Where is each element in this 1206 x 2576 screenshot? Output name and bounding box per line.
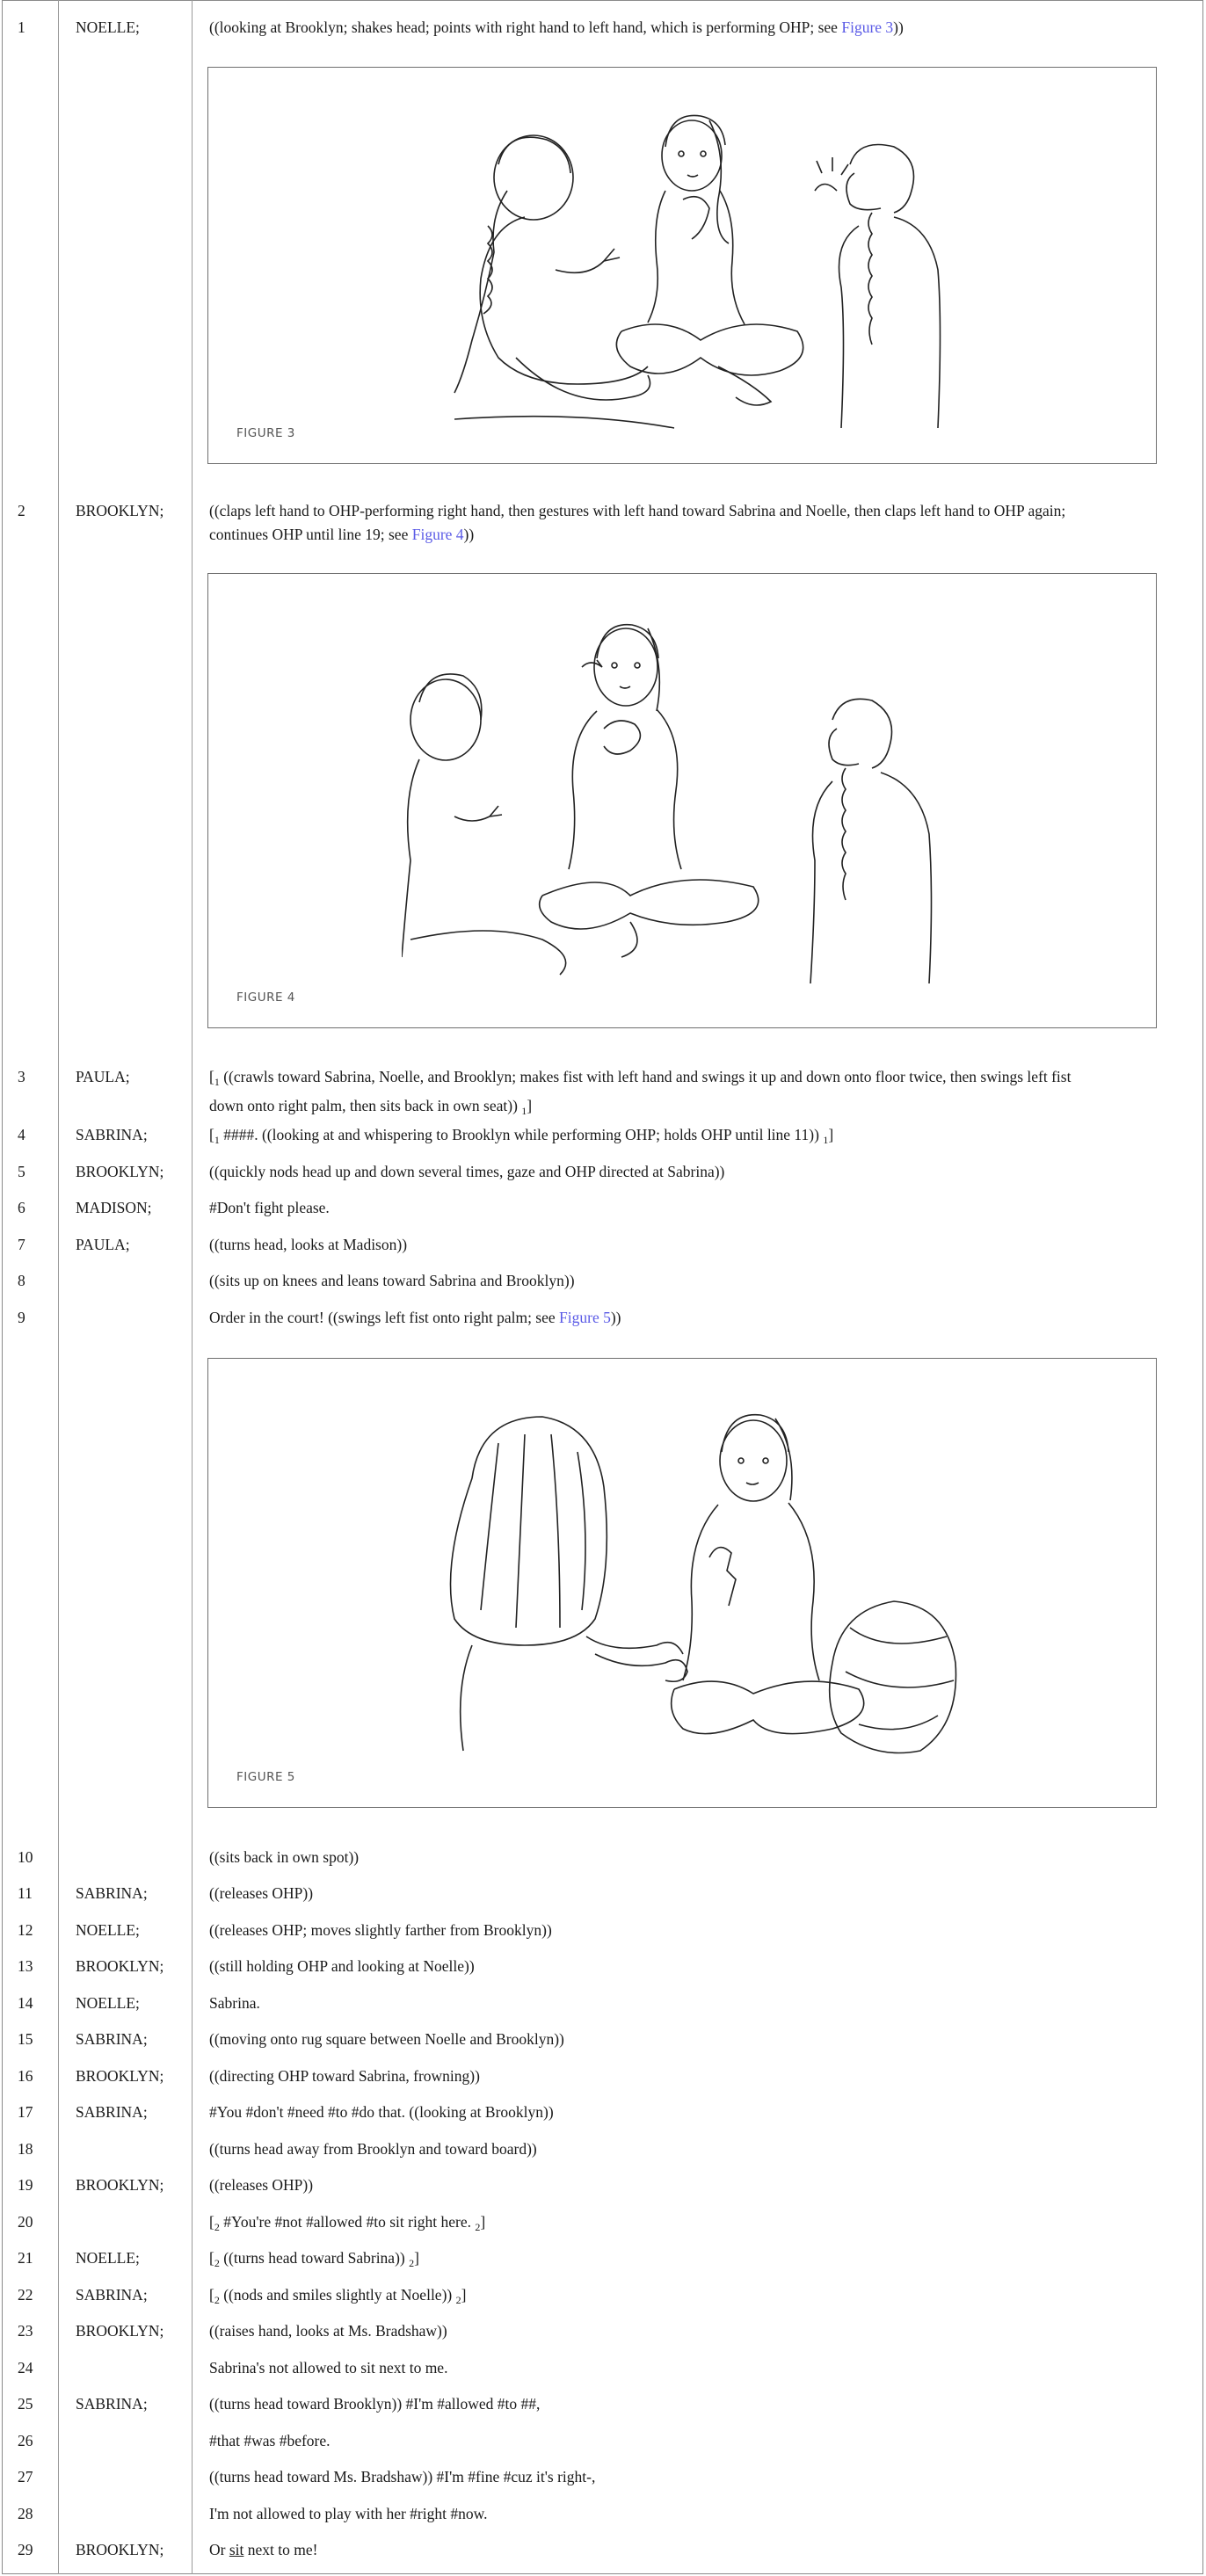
transcript-text: ((releases OHP)) [209,2176,314,2194]
transcript-text: #Don't fight please. [209,1199,330,1216]
figure-4 [207,573,1157,1028]
line-number: 19 [18,2176,33,2194]
transcript-text: ((looking at Brooklyn; shakes head; points with right hand to left hand, which is performing OHP; see Figure 3)) [209,18,904,36]
speaker-name: SABRINA; [76,2030,148,2048]
line-number: 18 [18,2140,33,2158]
transcript-text: ((directing OHP toward Sabrina, frowning)) [209,2067,480,2085]
transcript-text: [$_2$ #You're #not #allowed #to sit right here. $_2$] [209,2213,486,2233]
transcript-text: #You #don't #need #to #do that. ((looking at Brooklyn)) [209,2103,554,2121]
transcript-text: ((turns head toward Ms. Bradshaw)) #I'm #fine #cuz it's right-, [209,2468,596,2485]
line-number: 15 [18,2030,33,2048]
line-number: 1 [18,18,25,36]
figure-4-link[interactable]: Figure 4 [411,526,464,543]
line-number: 26 [18,2432,33,2449]
transcript-text: [$_2$ ((turns head toward Sabrina)) $_2$] [209,2249,419,2269]
line-number: 2 [18,502,25,519]
figure-4-illustration [402,606,947,983]
line-number: 21 [18,2249,33,2267]
column-divider-speaker [192,0,193,2574]
figure-5-link[interactable]: Figure 5 [559,1309,611,1326]
transcript-text: ((sits up on knees and leans toward Sabrina and Brooklyn)) [209,1272,575,1289]
transcript-text: ((still holding OHP and looking at Noelle)) [209,1957,475,1975]
transcript-text: ((quickly nods head up and down several times, gaze and OHP directed at Sabrina)) [209,1163,725,1180]
speaker-name: SABRINA; [76,2103,148,2121]
transcript-text: ((turns head toward Brooklyn)) #I'm #allowed #to ##, [209,2395,541,2413]
line-number: 5 [18,1163,25,1180]
line-number: 10 [18,1848,33,1866]
transcript-text: ((claps left hand to OHP-performing right hand, then gestures with left hand toward Sabrina and Noelle, then claps left hand to OHP again; continues OHP until line 19; see Figure 4)) [209,502,1066,543]
line-number: 25 [18,2395,33,2413]
transcript-text: Sabrina. [209,1994,260,2012]
transcript-text: ((raises hand, looks at Ms. Bradshaw)) [209,2322,447,2340]
transcript-text: Sabrina's not allowed to sit next to me. [209,2359,448,2376]
transcript-text: ((sits back in own spot)) [209,1848,360,1866]
speaker-name: PAULA; [76,1236,130,1253]
line-number: 8 [18,1272,25,1289]
speaker-name: SABRINA; [76,1126,148,1143]
line-number: 11 [18,1884,33,1902]
line-number: 4 [18,1126,25,1143]
line-number: 12 [18,1921,33,1939]
transcript-text: ((releases OHP; moves slightly farther from Brooklyn)) [209,1921,552,1939]
speaker-name: NOELLE; [76,1921,140,1939]
figure-4-label: FIGURE 4 [236,990,295,1005]
speaker-name: NOELLE; [76,18,140,36]
speaker-name: SABRINA; [76,1884,148,1902]
transcript-text: Or sit next to me! [209,2541,318,2558]
transcript-text: I'm not allowed to play with her #right #now. [209,2505,488,2522]
speaker-name: BROOKLYN; [76,2541,164,2558]
line-number: 22 [18,2286,33,2304]
transcript-text: ((releases OHP)) [209,1884,314,1902]
line-number: 3 [18,1068,25,1085]
speaker-name: NOELLE; [76,2249,140,2267]
speaker-name: SABRINA; [76,2286,148,2304]
line-number: 24 [18,2359,33,2376]
speaker-name: BROOKLYN; [76,2067,164,2085]
speaker-name: BROOKLYN; [76,1163,164,1180]
line-number: 23 [18,2322,33,2340]
line-number: 28 [18,2505,33,2522]
line-number: 20 [18,2213,33,2231]
line-number: 29 [18,2541,33,2558]
underlined-emphasis: sit [229,2541,244,2558]
speaker-name: PAULA; [76,1068,130,1085]
line-number: 13 [18,1957,33,1975]
column-divider-number [58,0,59,2574]
figure-5 [207,1358,1157,1808]
speaker-name: SABRINA; [76,2395,148,2413]
speaker-name: MADISON; [76,1199,152,1216]
line-number: 7 [18,1236,25,1253]
figure-5-illustration [419,1390,964,1768]
transcript-text: [$_2$ ((nods and smiles slightly at Noelle)) $_2$] [209,2286,467,2306]
line-number: 9 [18,1309,25,1326]
speaker-name: BROOKLYN; [76,1957,164,1975]
transcript-text: ((moving onto rug square between Noelle and Brooklyn)) [209,2030,564,2048]
transcript-text: [$_1$ ####. ((looking at and whispering to Brooklyn while performing OHP; holds OHP until line 11)) $_1$] [209,1126,834,1146]
figure-3-illustration [402,94,947,437]
line-number: 27 [18,2468,33,2485]
figure-3-link[interactable]: Figure 3 [841,18,894,36]
speaker-name: NOELLE; [76,1994,140,2012]
transcript-text: ((turns head away from Brooklyn and toward board)) [209,2140,537,2158]
figure-5-label: FIGURE 5 [236,1770,295,1784]
line-number: 6 [18,1199,25,1216]
line-number: 14 [18,1994,33,2012]
speaker-name: BROOKLYN; [76,2322,164,2340]
transcript-text: [$_1$ ((crawls toward Sabrina, Noelle, and Brooklyn; makes fist with left hand and swings it up and down onto floor twice, then swings left fist down onto right palm, then sits back in own seat)) $_1$] [209,1068,1072,1117]
line-number: 17 [18,2103,33,2121]
transcript-text: #that #was #before. [209,2432,331,2449]
figure-3 [207,67,1157,464]
line-number: 16 [18,2067,33,2085]
figure-3-label: FIGURE 3 [236,426,295,440]
transcript-text: ((turns head, looks at Madison)) [209,1236,408,1253]
speaker-name: BROOKLYN; [76,2176,164,2194]
transcript-text: Order in the court! ((swings left fist onto right palm; see Figure 5)) [209,1309,621,1326]
speaker-name: BROOKLYN; [76,502,164,519]
